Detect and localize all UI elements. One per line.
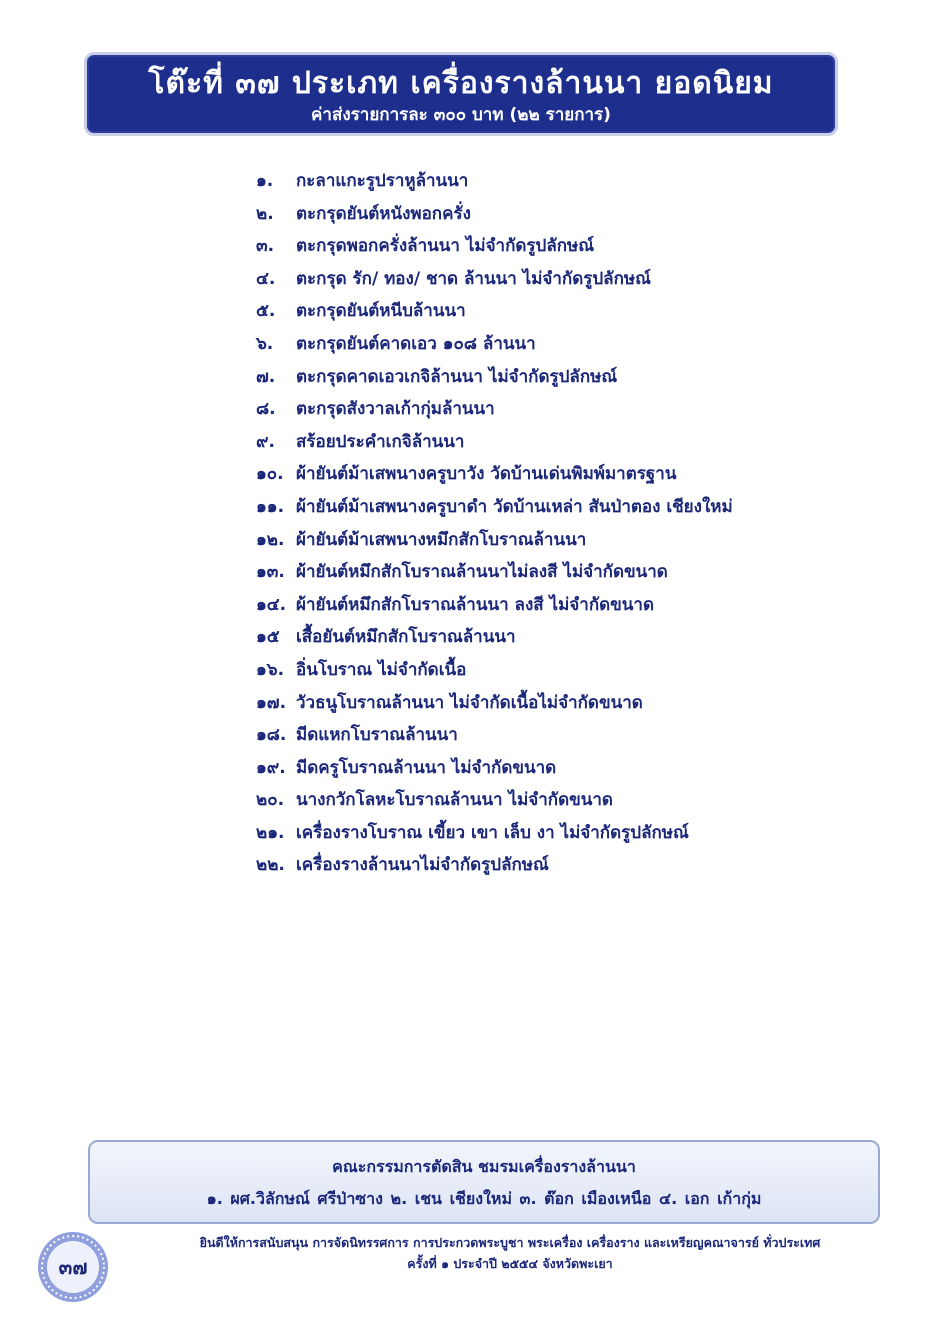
item-number: ๒๑. (256, 822, 285, 843)
item-number: ๓. (256, 236, 275, 257)
list-item (256, 328, 733, 361)
item-text: ผ้ายันต์ม้าเสพนางครูบาดำ วัดบ้านเหล่า สันป่าตอง เชียงใหม่ (296, 496, 733, 517)
list-item (256, 752, 733, 785)
item-number: ๑๖. (256, 659, 285, 680)
item-text: เสื้อยันต์หมึกสักโบราณล้านนา (296, 627, 516, 648)
item-text: สร้อยประคำเกจิล้านนา (296, 431, 465, 452)
item-number: ๑๙. (256, 757, 286, 778)
item-text: มีดแหกโบราณล้านนา (296, 725, 458, 746)
list-item (256, 165, 733, 198)
list-item (256, 426, 733, 459)
list-item (256, 849, 733, 882)
item-text: ผ้ายันต์ม้าเสพนางหมึกสักโบราณล้านนา (296, 529, 587, 550)
support-note-line: ยินดีให้การสนับสนุน การจัดนิทรรศการ การประกวดพระบูชา พระเครื่อง เครื่องราง และเหรียญคณาจารย์ ทั่วประเทศ (199, 1235, 821, 1250)
item-text: เครื่องรางโบราณ เขี้ยว เขา เล็บ งา ไม่จำกัดรูปลักษณ์ (296, 822, 689, 843)
item-number: ๑๕ (256, 627, 280, 648)
item-number: ๑๗. (256, 692, 287, 713)
judges-box (88, 1140, 880, 1224)
item-number: ๒๐. (256, 790, 285, 811)
item-text: ตะกรุดคาดเอวเกจิล้านนา ไม่จำกัดรูปลักษณ์ (296, 366, 618, 387)
list-item (256, 230, 733, 263)
list-item (256, 263, 733, 296)
item-number: ๑๔. (256, 594, 287, 615)
item-number: ๑. (256, 171, 274, 191)
item-text: อิ่นโบราณ ไม่จำกัดเนื้อ (296, 659, 467, 680)
list-item (256, 589, 733, 622)
item-number: ๑๐. (256, 464, 284, 485)
list-item (256, 621, 733, 654)
item-number: ๖. (256, 333, 274, 354)
item-text: ตะกรุดพอกครั่งล้านนา ไม่จำกัดรูปลักษณ์ (296, 236, 595, 257)
item-text: ผ้ายันต์หมึกสักโบราณล้านนาไม่ลงสี ไม่จำกัดขนาด (296, 562, 668, 583)
list-item (256, 458, 733, 491)
page-number: ๓๗ (58, 1255, 88, 1279)
list-item (256, 784, 733, 817)
item-text: ตะกรุดสังวาลเก้ากุ่มล้านนา (296, 399, 495, 420)
item-number: ๘. (256, 399, 276, 420)
list-item (256, 198, 733, 231)
item-number: ๑๓. (256, 562, 285, 583)
item-text: มีดครูโบราณล้านนา ไม่จำกัดขนาด (296, 757, 557, 778)
item-number: ๙. (256, 431, 275, 452)
list-item (256, 524, 733, 557)
judges-heading: คณะกรรมการตัดสิน ชมรมเครื่องรางล้านนา (332, 1157, 636, 1176)
item-text: ตะกรุด รัก/ ทอง/ ชาด ล้านนา ไม่จำกัดรูปลักษณ์ (296, 268, 651, 289)
item-number: ๑๑. (256, 496, 285, 517)
item-number: ๗. (256, 366, 276, 387)
item-number: ๒๒. (256, 855, 285, 876)
item-text: เครื่องรางล้านนาไม่จำกัดรูปลักษณ์ (296, 855, 549, 876)
judges-members: ๑. ผศ.วิลักษณ์ ศรีป่าซาง ๒. เชน เชียงใหม่ ๓. ต๊อก เมืองเหนือ ๔. เอก เก้ากุ่ม (206, 1189, 762, 1208)
item-number: ๒. (256, 203, 274, 224)
list-item (256, 687, 733, 720)
item-list (256, 165, 733, 882)
list-item (256, 556, 733, 589)
item-text: กะลาแกะรูปราหูล้านนา (296, 171, 469, 191)
page-title: โต๊ะที่ ๓๗ ประเภท เครื่องรางล้านนา ยอดนิยม (148, 66, 774, 101)
list-item (256, 654, 733, 687)
header-banner (84, 52, 838, 136)
item-number: ๑๒. (256, 529, 285, 550)
list-item (256, 295, 733, 328)
item-text: วัวธนูโบราณล้านนา ไม่จำกัดเนื้อไม่จำกัดขนาด (296, 692, 643, 713)
list-item (256, 361, 733, 394)
item-text: นางกวักโลหะโบราณล้านนา ไม่จำกัดขนาด (296, 790, 613, 811)
item-text: ผ้ายันต์ม้าเสพนางครูบาวัง วัดบ้านเด่นพิมพ์มาตรฐาน (296, 464, 677, 485)
item-number: ๔. (256, 268, 276, 289)
list-item (256, 393, 733, 426)
item-text: ตะกรุดยันต์หนังพอกครั่ง (296, 203, 471, 224)
support-notes (150, 1232, 870, 1274)
item-text: ตะกรุดยันต์คาดเอว ๑๐๘ ล้านนา (296, 333, 536, 354)
item-text: ตะกรุดยันต์หนีบล้านนา (296, 301, 466, 322)
page-subtitle: ค่าส่งรายการละ ๓๐๐ บาท (๒๒ รายการ) (311, 105, 611, 125)
list-item (256, 491, 733, 524)
list-item (256, 817, 733, 850)
item-text: ผ้ายันต์หมึกสักโบราณล้านนา ลงสี ไม่จำกัดขนาด (296, 594, 654, 615)
item-number: ๕. (256, 301, 276, 322)
event-note-line: ครั้งที่ ๑ ประจำปี ๒๕๕๔ จังหวัดพะเยา (407, 1256, 613, 1271)
list-item (256, 719, 733, 752)
item-number: ๑๘. (256, 725, 287, 746)
